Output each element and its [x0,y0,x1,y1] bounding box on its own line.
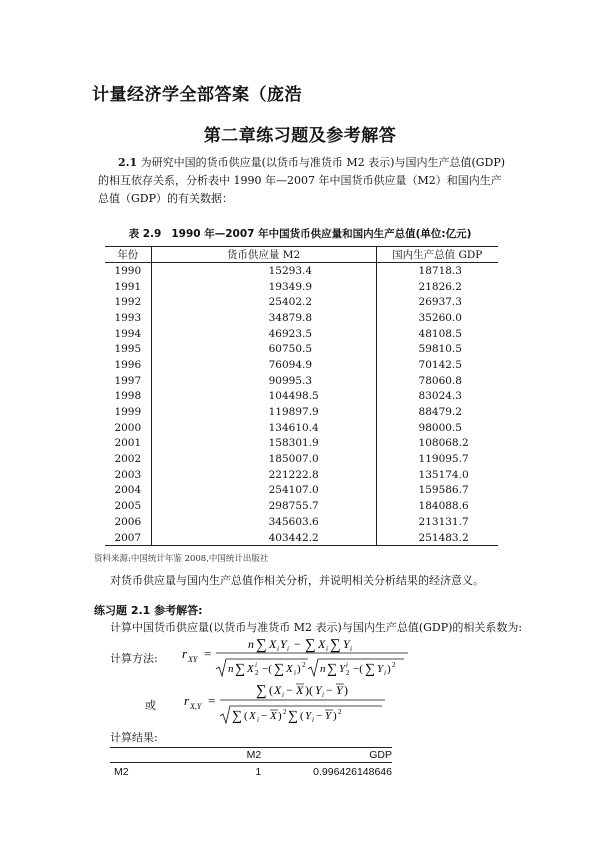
cell-year: 1992 [105,294,151,310]
table-row [105,341,498,357]
cell-gdp: 135174.0 [418,468,469,481]
cell-gdp: 21826.2 [418,280,462,293]
svg-text:i: i [255,661,257,669]
svg-text:Y: Y [339,663,346,675]
cell-year: 2002 [105,451,151,467]
cell-m2: 221222.8 [151,467,376,483]
svg-text:2: 2 [283,708,287,716]
svg-text:i: i [322,691,324,699]
cell-m2: 345603.6 [151,514,376,530]
svg-text:∑: ∑ [327,662,337,677]
cell-year: 1990 [105,263,151,279]
cell-m2: 60750.5 [151,341,376,357]
cell-m2: 158301.9 [151,436,376,452]
result-label: 计算结果: [110,731,158,744]
svg-text:Y: Y [343,637,350,651]
table-row [105,483,498,499]
svg-text:X: X [247,663,254,675]
svg-text:r: r [184,693,190,708]
correlation-formula-2 [180,678,420,728]
svg-text:): ) [387,663,391,675]
svg-text:2: 2 [255,669,259,677]
table-row [105,467,498,483]
table-caption-number: 表 2.9 [128,228,162,240]
table-caption [0,226,600,241]
cell-gdp: 184088.6 [418,500,469,513]
result-row [110,763,392,782]
svg-text:i: i [346,661,348,669]
col-header-gdp: 国内生产总值 GDP [376,247,498,263]
table-header-row [105,247,498,263]
table-row [105,373,498,389]
answer-intro: 计算中国货币供应量(以货币与准货币 M2 表示)与国内生产总值(GDP)的相关系数为: [110,621,523,634]
cell-gdp: 48108.5 [418,327,462,340]
svg-text:∑: ∑ [330,637,341,653]
cell-gdp: 26937.3 [418,296,462,309]
svg-text:n: n [320,663,326,675]
cell-m2: 25402.2 [151,294,376,310]
cell-m2: 34879.8 [151,310,376,326]
svg-text:): ) [344,683,348,697]
svg-text:Y: Y [305,710,312,722]
svg-text:∑: ∑ [256,683,267,699]
svg-text:∑: ∑ [235,662,245,677]
cell-m2: 298755.7 [151,498,376,514]
cell-gdp: 70142.5 [418,358,462,371]
cell-m2: 185007.0 [151,451,376,467]
svg-text:i: i [384,669,386,677]
svg-text:X,Y: X,Y [190,702,202,711]
correlation-formula-1 [178,632,418,682]
svg-text:X: X [270,710,277,722]
table-row [105,404,498,420]
svg-text:n: n [228,663,234,675]
cell-m2: 104498.5 [151,389,376,405]
table-row [105,514,498,530]
document-title: 计量经济学全部答案（庞浩 [92,85,302,105]
problem-number: 2.1 [118,156,138,169]
result-row-label: M2 [114,766,129,778]
svg-text:(: ( [269,683,273,697]
cell-gdp: 59810.5 [418,343,462,356]
cell-m2: 76094.9 [151,357,376,373]
svg-text:−: − [261,710,268,722]
svg-text:Y: Y [336,683,343,697]
col-header-m2: 货币供应量 M2 [151,247,376,263]
col-header-year: 年份 [105,247,151,263]
svg-text:X: X [286,663,293,675]
cell-m2: 119897.9 [151,404,376,420]
cell-gdp: 159586.7 [418,484,469,497]
svg-text:−: − [316,710,323,722]
chapter-title: 第二章练习题及参考解答 [203,126,397,146]
svg-text:i: i [257,716,259,724]
cell-year: 2003 [105,467,151,483]
svg-text:i: i [287,645,289,653]
cell-gdp: 18718.3 [418,264,462,277]
cell-year: 2005 [105,498,151,514]
cell-year: 1995 [105,341,151,357]
svg-text:=: = [208,693,216,708]
svg-text:∑: ∑ [288,709,298,724]
cell-year: 1997 [105,373,151,389]
cell-year: 1994 [105,326,151,342]
cell-m2: 46923.5 [151,326,376,342]
table-row [105,326,498,342]
svg-text:r: r [182,646,188,661]
table-row [105,530,498,546]
cell-year: 2000 [105,420,151,436]
svg-text:∑: ∑ [256,637,267,653]
svg-text:i: i [312,716,314,724]
svg-text:∑: ∑ [274,662,284,677]
svg-text:2: 2 [346,669,350,677]
result-header-blank [110,748,192,763]
svg-text:2: 2 [392,661,396,669]
cell-gdp: 108068.2 [418,437,469,450]
data-table [105,246,498,546]
cell-gdp: 213131.7 [418,515,469,528]
svg-text:i: i [277,645,279,653]
svg-text:X: X [318,637,326,651]
svg-text:−: − [326,683,333,697]
svg-text:X: X [269,637,277,651]
cell-year: 1991 [105,279,151,295]
table-row [105,420,498,436]
question-text: 对货币供应量与国内生产总值作相关分析，并说明相关分析结果的经济意义。 [110,574,484,587]
result-gdp-value: 0.996426148646 [313,766,392,778]
svg-text:Y: Y [315,683,322,697]
svg-text:i: i [350,645,352,653]
table-row [105,498,498,514]
table-row [105,294,498,310]
svg-text:2: 2 [302,661,306,669]
svg-text:X: X [249,710,256,722]
problem-paragraph [98,154,508,208]
cell-year: 1999 [105,404,151,420]
svg-text:∑: ∑ [365,662,375,677]
svg-text:2: 2 [338,708,342,716]
svg-text:X: X [274,683,282,697]
cell-m2: 134610.4 [151,420,376,436]
svg-text:−: − [294,637,301,651]
svg-text:): ) [297,663,301,675]
cell-m2: 403442.2 [151,530,376,546]
table-row [105,389,498,405]
cell-year: 1998 [105,389,151,405]
result-table [110,747,392,781]
problem-text: 为研究中国的货币供应量(以货币与准货币 M2 表示)与国内生产总值(GDP)的相互依存关系，分析表中 1990 年—2007 年中国货币供应量（M2）和国内生产总值（GDP）的有关数据： [98,156,506,205]
cell-year: 1996 [105,357,151,373]
cell-gdp: 35260.0 [418,311,462,324]
cell-gdp: 98000.5 [418,421,462,434]
svg-text:Y: Y [280,637,287,651]
cell-year: 1993 [105,310,151,326]
result-header-m2: M2 [192,748,261,763]
or-label: 或 [145,699,156,712]
table-row [105,451,498,467]
svg-text:∑: ∑ [305,637,316,653]
table-row [105,357,498,373]
svg-text:Y: Y [377,663,384,675]
svg-text:XY: XY [188,655,198,664]
svg-text:): ) [333,710,337,722]
cell-gdp: 119095.7 [418,453,469,466]
result-m2-value: 1 [255,766,262,778]
cell-m2: 15293.4 [151,263,376,279]
data-source: 资料来源:中国统计年鉴 2008,中国统计出版社 [94,554,269,564]
svg-text:i: i [326,645,328,653]
svg-text:): ) [278,710,282,722]
result-header-gdp: GDP [261,748,392,763]
table-row [105,436,498,452]
cell-gdp: 251483.2 [376,530,498,546]
svg-text:(: ( [300,710,304,722]
method-label: 计算方法: [110,652,158,665]
answer-heading: 练习题 2.1 参考解答: [94,604,203,617]
cell-m2: 254107.0 [151,483,376,499]
svg-text:)(: )( [305,683,313,697]
cell-gdp: 83024.3 [418,390,462,403]
svg-text:i: i [294,669,296,677]
svg-text:i: i [282,691,284,699]
svg-text:=: = [204,646,212,661]
table-caption-text: 1990 年—2007 年中国货币供应量和国内生产总值(单位:亿元) [171,228,472,240]
svg-text:−(: −( [353,663,363,675]
table-row [105,263,498,279]
table-row [105,279,498,295]
cell-m2: 19349.9 [151,279,376,295]
svg-text:∑: ∑ [232,709,242,724]
svg-text:Y: Y [325,710,332,722]
svg-text:(: ( [244,710,248,722]
svg-text:−(: −( [262,663,272,675]
result-header-row [110,748,392,763]
svg-text:n: n [248,637,254,651]
svg-text:−: − [286,683,293,697]
cell-year: 2006 [105,514,151,530]
cell-gdp: 78060.8 [418,374,462,387]
cell-year: 2004 [105,483,151,499]
svg-text:X: X [296,683,304,697]
table-row [105,310,498,326]
cell-m2: 90995.3 [151,373,376,389]
cell-year: 2007 [105,530,151,546]
cell-gdp: 88479.2 [418,406,462,419]
cell-year: 2001 [105,436,151,452]
